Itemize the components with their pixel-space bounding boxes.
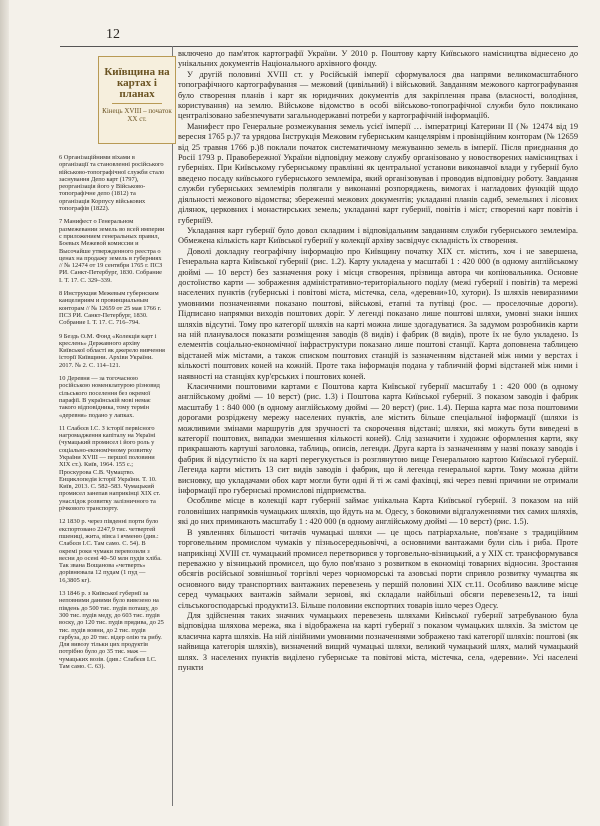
footnote-6: 6 Організаційними віхами в організації та становленні російського військово-топографічної служби стало заснування Депо карт (1797), реорганізація його у Військово-топографічне депо (1812) та організація Корпусу військових топографів (1822). [59, 154, 165, 213]
paragraph: включено до пам'яток картографії України. У 2010 р. Поштову карту Київського намісництва віднесено до унікальних документів Національного архівного фонду. [178, 49, 578, 69]
footnotes-column [59, 154, 165, 676]
paragraph: Укладання карт губернії було довол складним і відповідальним завданням служби губернського землеміра. Обмежена кількість карт Київської губернії у колекції архіву засвідчує складність їх створення. [178, 225, 578, 246]
footnote-13: 13 1846 р. з Київської губернії за неповними даними було вивезено на південь до 500 тис. пудів поташу, до 300 тис. пудів меду, до 603 тис. пудів воску, до 120 тис. пудів прядива, до 25 тис. пудів вовни, до 2 тис. пудів гарбуза, до 20 тис. відер олію та рибу. Для вивозу тільки цих продуктів потрібно було до 35 тис. маж — чумацьких возів. (див.: Слабєєв І.С. Там само. С. 63). [59, 590, 164, 670]
footnote-7: 7 Манифест о Генеральном размежевании земель во всей империи с приложением генеральных правил, Боевых Межевой комиссии и Высочайше утвержденного реестра о ценах на продажу земель в губерниях // № 12474 от 19 сентября 1765 г. ПСЗ РИ. Санкт-Петербург, 1830. Собрание I. Т. 17. С. 329–339. [59, 218, 165, 284]
badge-subtitle: Кінець XVIII – початок XX ст. [102, 107, 172, 123]
footnote-9: 9 Бездь О.М. Фонд «Колекція карт і креслень» Державного архіву Київської області як джерело вивчення історії Київщини. Архіви України. 2017. № 2. С. 114–121. [59, 332, 165, 369]
paragraph: У другій половині XVIII ст. у Російській імперії сформувалося два напрями великомасштабного топографічного картографування — межовий (цивільний) і військовий. Завданням межового картографування було створення планів і карт як юридичних документів для закріплення права (власності, володіння, користування) на землю. Військове відомство в особі військово-топографічної служби було покликано централізовано забезпечувати загальнодержавні потреби у картографічній інформації6. [178, 69, 578, 121]
footnote-12: 12 1830 р. через південні порти було експортовано 2247,9 тис. четвертей пшениці, жита, вівса і ячменю (див.: Слабєєв І.С. Там само. С. 54). В окремі роки чумаки перевозили з весни до осені 40–50 млн пудів хліба. Так звана Вощанова «четверть» дорівнювала 12 пудам (1 пуд — 16,3805 кг). [59, 518, 162, 584]
footnote-10: 10 Деревня — за тогочасною російською номенклатурою різновид сільського поселення без окремої парафії. В українській мові немає такого відповідника, тому термін «деревня» подано у лапках. [59, 375, 160, 419]
paragraph: Класичними поштовими картами є Поштова карта Київської губернії масштабу 1 : 420 000 (в одному англійському дюймі — 10 верст) (рис. 1.3) і Поштова карта Київської губернії. З показом заводів і фабрик масштабу 1 : 840 000 (в одному англійському дюймі — 20 верст) (рис. 1.4). Перша карта має поза поштовими дорогами розріджену мережу населених пунктів, але містить більше спеціальної інформації (шляхи із можливими змінами маршрутів для зручності та скорочення відстані; шляхи, які можуть бути виведені в категорії поштових, випадки зменшення кількості коней). Слід зазначити і художнє оформлення карти, яку прикрашають картуші заголовка, таблиць, описів, легенди. Друга карта із зазначенням у назві показу заводів і фабрик й відсутністю їх на карті перегукується із розглянутою вище Генеральною картою Київської губернії. Легенда карти містить 13 сит видів заводів і фабрик, що й легенда генеральної карти. Тому можна дійти висновку, що укладачами обох карт могли бути одні й ті ж самі фахівці, які через певні причини не отримали інформації про губернські промислові підприємства. [178, 382, 578, 496]
page-fold-shadow [0, 0, 9, 826]
paragraph: Доволі докладну географічну інформацію про Київщину початку XIX ст. містить, хоч і не завершена, Генеральна карта Київської губернії (рис. 1.2). Карту укладена у масштабі 1 : 420 000 (в одному англійському дюймі — 10 верст) без зазначення року і місця створення, прізвища автора чи копіювальника. Основне достоїнство карти — зображення адміністративно-територіального поділу (межі губернії і повітів) та мережі населених пунктів (губернські і повітові міста, містечка, села, «деревни»10, хутори). Із шляхів невиразними умовними позначеннями показано поштові, військові, етапні та путівці (рос. — проселочные дороги). Підписано напрямки виходів поштових доріг. У легенді показано лише поштові шляхи, умовні знаки інших шляхів відсутні. Тому про категорії шляхів на карті можна лише здогадуватися. За задумом розробників карти на ній планувалося показати розміщення заводів (8 видів) і фабрик (8 видів), проте їх не було укладено. Із елементів соціально-економічної інфраструктури показано лише поштові станції. Карта доповнена таблицею відстаней між містами, а також списком поштових станцій із зазначенням відстаней між ними у верстах і кількості поштових коней на кожній. Проте така інформація подана у табличній формі відстаней між ними і наявності на станціях кур'єрських і поштових коней. [178, 246, 578, 381]
header-rule [60, 46, 578, 47]
badge-divider [112, 103, 162, 104]
paragraph: В уявленнях більшості читачів чумацькі шляхи — це щось патріархальне, пов'язане з традиційним торговельним промислом чумаків у пізньосередньовіччі, а основними вантажами були сіль і риба. Проте наприкінці XVIII ст. чумацький промисел перетворився у торговельно-візницький, а у XIX ст. трансформувався переважно у візницький промисел, що було пов'язано з розвитком в економіці товарних відносин. Зростання обсягів російської зовнішньої торгівлі через чорноморські та азовські порти сприяло розвитку чумацтва як основного виду транспортних вантажних перевезень у першій половині XIX ст.11. Особливо важливе місце серед чумацьких вантажів займали зернові, які складали найбільші обсяги перевезень12, та інші сільськогосподарські продукти13. Більше половини експортних товарів ішло через Одесу. [178, 527, 578, 610]
main-text [178, 49, 578, 673]
series-badge [98, 56, 176, 144]
paragraph: Для здійснення таких значних чумацьких перевезень шляхами Київської губернії затребуваною була відповідна шляхова мережа, яка і відображена на карті губернії з показом чумацьких шляхів. За змістом це класична карта шляхів. На ній лінійними умовними позначеннями зображено такі категорії шляхів: поштові (як найвища категорія шляхів), визначений вищий чумацькі шляхи, великий чумацький шлях, малий чумацький шлях. З населених пунктів виділено губернське та повітові міста, містечка, села, «деревни». Усі населені пункти [178, 610, 578, 672]
column-divider [172, 46, 173, 806]
footnote-11: 11 Слабєєв І.С. З історії первісного нагромадження капіталу на Україні (чумацький промисел і його роль у соціально-економічному розвитку України XVIII — першої половини XIX ст.). Київ, 1964. 155 с.; Проскурова С.В. Чумацтво. Енциклопедія історії України. Т. 10. Київ, 2013. С. 582–583. Чумацький промисел занепав наприкінці XIX ст. унаслідок розвитку залізничного та річкового транспорту. [59, 424, 161, 513]
page-number: 12 [106, 27, 120, 42]
paragraph: Особливе місце в колекції карт губернії займає унікальна Карта Київської губернії. З показом на ній головніших напрямків чумацьких шляхів, що йдуть на м. Одесу, з боковими відгалуженнями тих самих шляхів, які до них примикають масштабу 1 : 420 000 (в одному англійському дюймі — 10 верст) (рис. 1.5). [178, 496, 578, 527]
paragraph: Манифест про Генеральне розмежування земель усієї імперії … імператриці Катерини ІІ (№ 12474 від 19 вересня 1765 р.)7 та урядова Інструкція Межовим губернським канцеляріям і провінційним конторам (№ 12659 від 25 травня 1766 р.)8 поклали початок систематичному межуванню земель в імперії. Після приєднання до Росії 1793 р. Правобережної України відповідну межову службу організовано у новостворених намісництвах і губерніях. При Київському губернському правлінні як центральної установи виконавчої влади у губернії було введено посаду київського губернського землеміра, який організовував і проводив відповідну роботу. Завдання служби губернських землемірів полягали у виконанні розпоряджень, вимогах і нагладових функцій щодо діяльності межового відомства; збереженні межових документів; укладанні планів садиб, земельних і лісових ділянок, церковних і монастирських земель; укладанні карт губернії, повітів і міст; створенні карт повітів і губернії9. [178, 121, 578, 225]
footnote-8: 8 Инструкция Межевым губернским канцеляриям и провинциальным конторам // № 12659 от 25 мая 1766 г. ПСЗ РИ. Санкт-Петербург, 1830. Собрание I. Т. 17. С. 716–794. [59, 290, 162, 327]
badge-title: Київщина на картах і планах [104, 66, 170, 100]
